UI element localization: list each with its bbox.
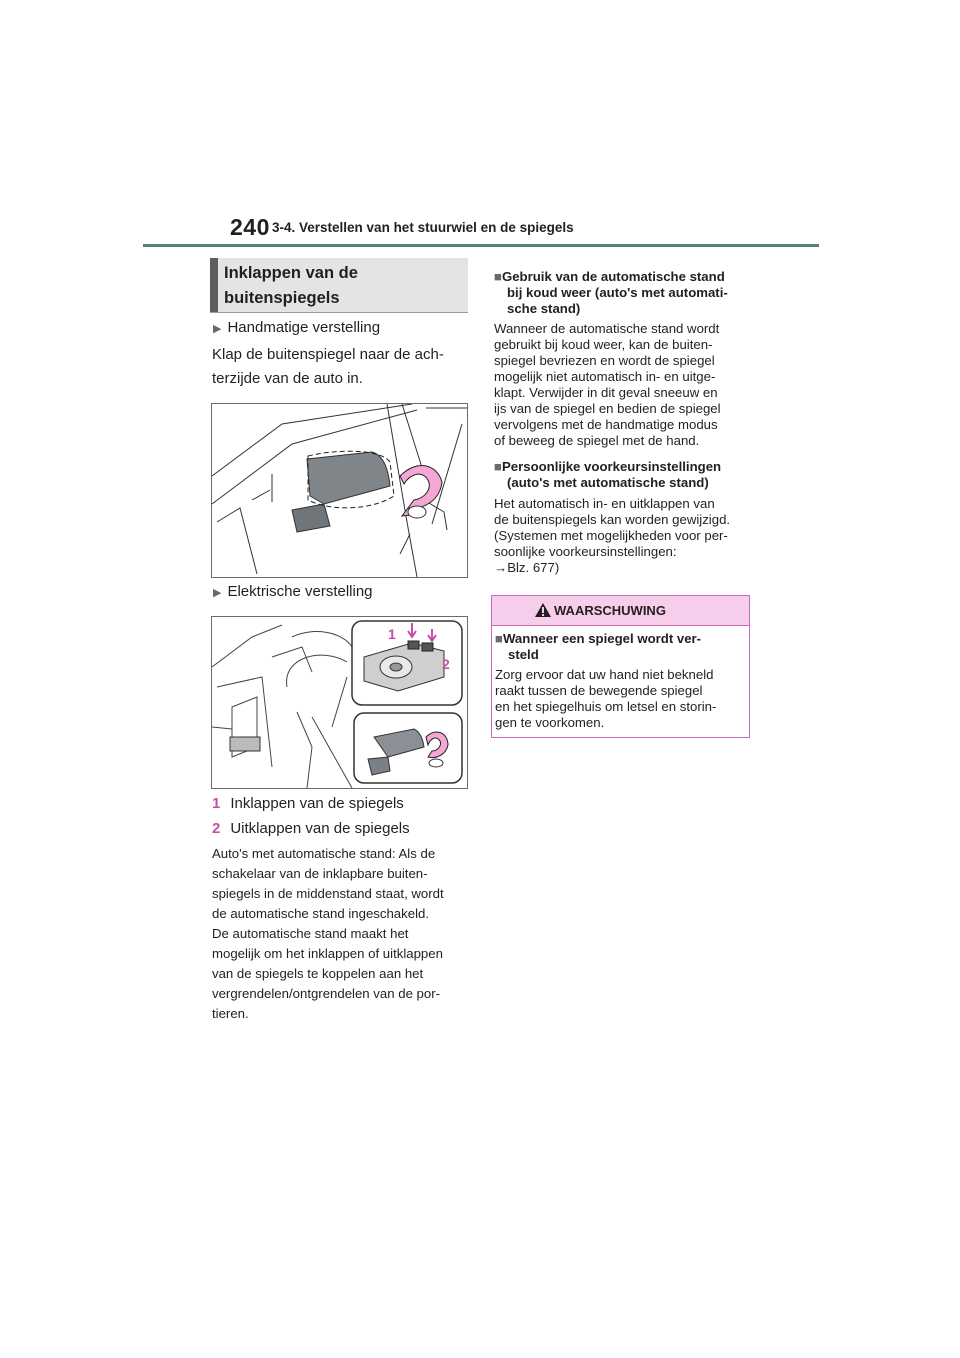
warning-title: WAARSCHUWING	[554, 603, 666, 618]
personal-text-line: soonlijke voorkeursinstellingen:	[494, 544, 677, 559]
square-bullet-icon: ■	[494, 459, 502, 474]
cold-weather-heading	[494, 269, 725, 285]
page-reference-link[interactable]: →Blz. 677)	[494, 560, 560, 575]
triangle-bullet-icon: ▶	[213, 587, 222, 599]
warning-header	[492, 596, 749, 626]
note-line: Auto's met automatische stand: Als de	[212, 846, 436, 861]
cold-weather-text-line: of beweeg de spiegel met de hand.	[494, 433, 700, 448]
section-title-line-2: buitenspiegels	[224, 289, 340, 307]
callout-2: 2	[442, 656, 450, 672]
manual-text-line: terzijde van de auto in.	[212, 370, 363, 387]
cold-weather-text-line: mogelijk niet automatisch in- en uitge-	[494, 369, 716, 384]
electric-adjust-text: Elektrische verstelling	[227, 583, 373, 600]
warning-text-line: en het spiegelhuis om letsel en storin-	[495, 699, 717, 714]
item-number: 2	[212, 820, 221, 837]
note-line: mogelijk om het inklappen of uitklappen	[212, 946, 443, 961]
warning-text-line: raakt tussen de bewegende spiegel	[495, 683, 703, 698]
electric-fold-illustration	[211, 616, 468, 789]
electric-adjust-label	[213, 583, 373, 600]
section-title-box	[210, 258, 468, 312]
cold-weather-text-line: Wanneer de automatische stand wordt	[494, 321, 720, 336]
cold-weather-text-line: ijs van de spiegel en bedien de spiegel	[494, 401, 721, 416]
manual-text-line: Klap de buitenspiegel naar de ach-	[212, 346, 444, 363]
warning-heading	[495, 631, 701, 647]
note-line: de automatische stand ingeschakeld.	[212, 906, 430, 921]
heading-line: Persoonlijke voorkeursinstellingen	[501, 459, 722, 474]
item-label: Uitklappen van de spiegels	[230, 820, 410, 837]
square-bullet-icon: ■	[495, 631, 503, 646]
warning-triangle-icon	[534, 602, 552, 623]
warning-box	[491, 595, 750, 738]
list-item-unfold	[212, 820, 410, 837]
cold-weather-text-line: spiegel bevriezen en wordt de spiegel	[494, 353, 715, 368]
heading-line: (auto's met automatische stand)	[507, 475, 709, 490]
page-number: 240	[230, 214, 270, 240]
manual-adjust-text: Handmatige verstelling	[227, 319, 381, 336]
cold-weather-text-line: gebruikt bij koud weer, kan de buiten-	[494, 337, 713, 352]
note-line: De automatische stand maakt het	[212, 926, 409, 941]
note-line: vergrendelen/ontgrendelen van de por-	[212, 986, 441, 1001]
note-line: van de spiegels te koppelen aan het	[212, 966, 424, 981]
heading-line: bij koud weer (auto's met automati-	[507, 285, 728, 300]
personal-text-line: Het automatisch in- en uitklappen van	[494, 496, 715, 511]
manual-fold-illustration	[211, 403, 468, 578]
cold-weather-text-line: klapt. Verwijder in dit geval sneeuw en	[494, 385, 718, 400]
item-label: Inklappen van de spiegels	[230, 795, 404, 812]
square-bullet-icon: ■	[494, 269, 502, 284]
note-line: tieren.	[212, 1006, 249, 1021]
heading-line: Gebruik van de automatische stand	[501, 269, 725, 284]
list-item-fold	[212, 795, 404, 812]
note-line: schakelaar van de inklapbare buiten-	[212, 866, 428, 881]
personal-text-line: (Systemen met mogelijkheden voor per-	[494, 528, 728, 543]
heading-line: sche stand)	[507, 301, 581, 316]
heading-line: steld	[508, 647, 539, 662]
section-title-line-1: Inklappen van de	[224, 264, 358, 282]
item-number: 1	[212, 795, 221, 812]
personal-text-line: de buitenspiegels kan worden gewijzigd.	[494, 512, 731, 527]
chapter-title: 3-4. Verstellen van het stuurwiel en de spiegels	[272, 220, 574, 235]
note-line: spiegels in de middenstand staat, wordt	[212, 886, 444, 901]
heading-line: Wanneer een spiegel wordt ver-	[502, 631, 702, 646]
personal-settings-heading	[494, 459, 721, 475]
header-rule	[143, 244, 819, 247]
warning-text-line: gen te voorkomen.	[495, 715, 605, 730]
section-rule	[210, 312, 468, 313]
cold-weather-text-line: vervolgens met de handmatige modus	[494, 417, 718, 432]
manual-adjust-label	[213, 319, 380, 336]
callout-1: 1	[388, 626, 396, 642]
triangle-bullet-icon: ▶	[213, 323, 222, 335]
warning-text-line: Zorg ervoor dat uw hand niet bekneld	[495, 667, 714, 682]
